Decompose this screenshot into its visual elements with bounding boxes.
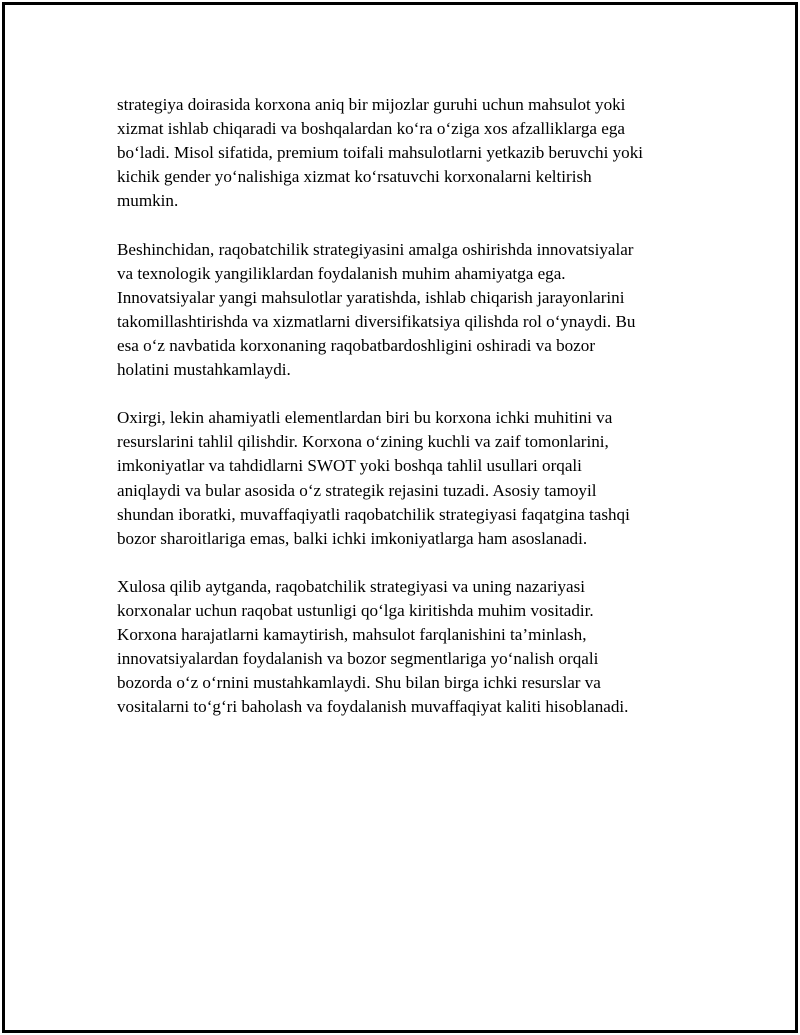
document-body	[117, 93, 697, 744]
paragraph-niche-strategy: strategiya doirasida korxona aniq bir mijozlar guruhi uchun mahsulot yoki xizmat ishlab chiqaradi va boshqalardan ko‘ra o‘ziga xos afzalliklarga ega bo‘ladi. Misol sifatida, premium toifali mahsulotlarni yetkazib beruvchi yoki kichik gender yo‘nalishiga xizmat ko‘rsatuvchi korxonalarni keltirish mumkin.	[117, 95, 643, 211]
paragraph-internal-analysis: Oxirgi, lekin ahamiyatli elementlardan biri bu korxona ichki muhitini va resurslarini tahlil qilishdir. Korxona o‘zining kuchli va zaif tomonlarini, imkoniyatlar va tahdidlarni SWOT yoki boshqa tahlil usullari orqali aniqlaydi va bular asosida o‘z strategik rejasini tuzadi. Asosiy tamoyil shundan iboratki, muvaffaqiyatli raqobatchilik strategiyasi faqatgina tashqi bozor sharoitlariga emas, balki ichki imkoniyatlarga ham asoslanadi.	[117, 408, 630, 548]
paragraph-innovation: Beshinchidan, raqobatchilik strategiyasini amalga oshirishda innovatsiyalar va texnologik yangiliklardan foydalanish muhim ahamiyatga ega. Innovatsiyalar yangi mahsulotlar yaratishda, ishlab chiqarish jarayonlarini takomillashtirishda va xizmatlarni diversifikatsiya qilishda rol o‘ynaydi. Bu esa o‘z navbatida korxonaning raqobatbardoshligini oshiradi va bozor holatini mustahkamlaydi.	[117, 239, 636, 380]
paragraph-conclusion: Xulosa qilib aytganda, raqobatchilik strategiyasi va uning nazariyasi korxonalar uchun raqobat ustunligi qo‘lga kiritishda muhim vositadir. Korxona harajatlarni kamaytirish, mahsulot farqlanishini ta’minlash, innovatsiyalardan foydalanish va bozor segmentlariga yo‘nalish orqali bozorda o‘z o‘rnini mustahkamlaydi. Shu bilan birga ichki resurslar va vositalarni to‘g‘ri baholash va foydalanish muvaffaqiyat kaliti hisoblanadi.	[117, 576, 629, 717]
